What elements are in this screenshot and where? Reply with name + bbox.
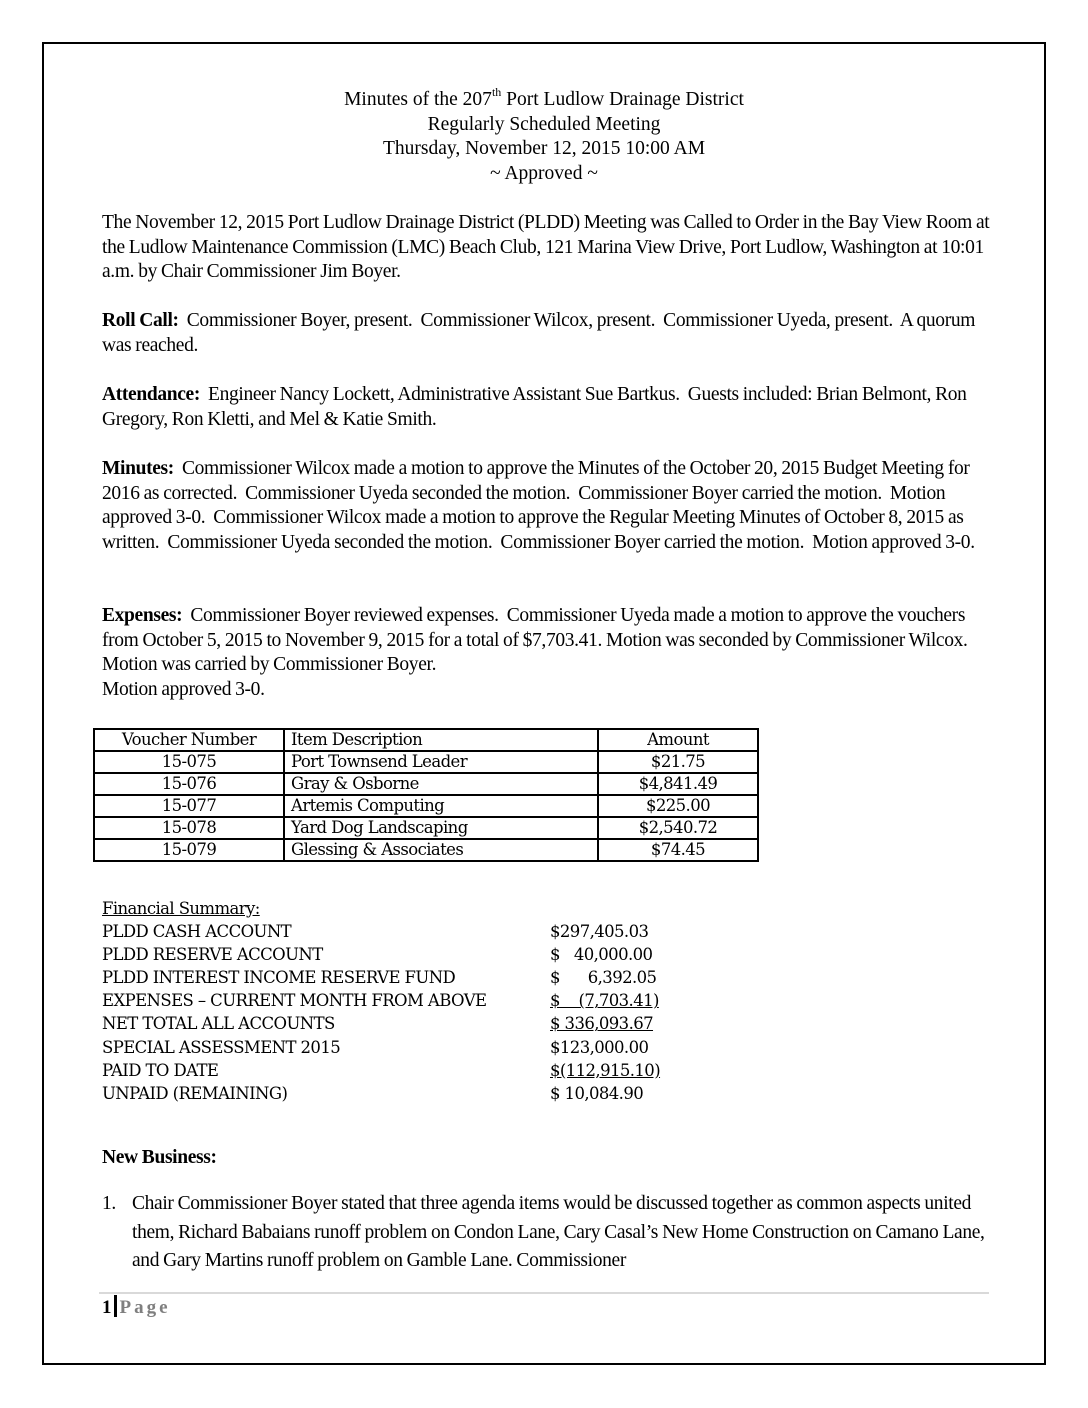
summary-label: PLDD RESERVE ACCOUNT	[102, 945, 323, 965]
voucher-number-cell: 15-075	[94, 751, 284, 773]
summary-row	[102, 1036, 702, 1059]
roll-call-label: Roll Call:	[102, 310, 179, 331]
table-row	[94, 751, 758, 773]
title-prefix: Minutes of the 207	[344, 89, 492, 110]
table-row	[94, 773, 758, 795]
expenses-text: Commissioner Boyer reviewed expenses. Commissioner Uyeda made a motion to approve the vouchers from October 5, 2015 to November 9, 2015 for a total of $7,703.41. Motion was seconded by Commissioner Wilcox. Motion was carried by Commissioner Boyer.	[102, 605, 976, 675]
footer-divider	[99, 1292, 989, 1294]
meeting-datetime: Thursday, November 12, 2015 10:00 AM	[382, 138, 706, 159]
financial-summary-heading: Financial Summary:	[102, 899, 260, 918]
summary-value: $ 336,093.67	[550, 1014, 654, 1034]
item-description-cell: Artemis Computing	[284, 795, 598, 817]
summary-row	[102, 1012, 702, 1035]
title-ordinal-suffix: th	[491, 84, 502, 99]
expenses-closing: Motion approved 3-0.	[102, 678, 265, 700]
footer-separator	[114, 1295, 117, 1317]
table-row	[94, 839, 758, 861]
expenses-label: Expenses:	[102, 605, 183, 626]
minutes-text: Commissioner Wilcox made a motion to approve the Minutes of the October 20, 2015 Budget Meeting for 2016 as corrected. Commissioner Uyeda seconded the motion. Commissioner Boyer carried the motion. Motion approved 3-0. Commissioner Wilcox made a motion to approve the Regular Meeting Minutes of October 8, 2015 as written. Commissioner Uyeda seconded the motion. Commissioner Boyer carried the motion. Motion approved 3-0.	[102, 458, 975, 553]
column-header-item-description: Item Description	[284, 729, 598, 751]
voucher-table	[93, 728, 759, 862]
roll-call-text: Commissioner Boyer, present. Commissioner Wilcox, present. Commissioner Uyeda, present. A quorum was reached.	[102, 310, 980, 356]
financial-summary	[102, 897, 702, 1105]
summary-label: UNPAID (REMAINING)	[102, 1083, 288, 1103]
minutes-label: Minutes:	[102, 458, 174, 479]
intro-paragraph: The November 12, 2015 Port Ludlow Drainage District (PLDD) Meeting was Called to Order in the Bay View Room at the Ludlow Maintenance Commission (LMC) Beach Club, 121 Marina View Drive, Port Ludlow, Washington at 10:01 a.m. by Chair Commissioner Jim Boyer.	[102, 212, 990, 282]
attendance-section	[102, 383, 992, 432]
summary-value: $123,000.00	[550, 1037, 649, 1057]
approval-status: ~ Approved ~	[490, 162, 598, 184]
summary-label: PLDD CASH ACCOUNT	[102, 922, 292, 942]
attendance-label: Attendance:	[102, 384, 200, 405]
voucher-number-cell: 15-076	[94, 773, 284, 795]
list-item-text: Chair Commissioner Boyer stated that three agenda items would be discussed together as common aspects united them, Richard Babaians runoff problem on Condon Lane, Cary Casal’s New Home Construction on Camano Lane, and Gary Martins runoff problem on Gamble Lane. Commissioner	[132, 1193, 985, 1271]
document-title	[0, 84, 1088, 113]
new-business-heading: New Business:	[102, 1147, 217, 1168]
document-subtitle: Regularly Scheduled Meeting	[427, 113, 661, 135]
summary-row	[102, 966, 702, 989]
summary-row	[102, 920, 702, 943]
roll-call-section	[102, 309, 992, 358]
summary-value: $ 40,000.00	[550, 945, 653, 965]
amount-cell: $2,540.72	[598, 817, 758, 839]
amount-cell: $74.45	[598, 839, 758, 861]
list-item-number: 1.	[102, 1193, 116, 1214]
column-header-amount: Amount	[598, 729, 758, 751]
expenses-section	[102, 604, 992, 702]
summary-row	[102, 1082, 702, 1105]
summary-label: NET TOTAL ALL ACCOUNTS	[102, 1014, 335, 1034]
summary-value: $ 6,392.05	[550, 968, 657, 988]
summary-label: PAID TO DATE	[102, 1060, 219, 1080]
voucher-number-cell: 15-079	[94, 839, 284, 861]
summary-label: PLDD INTEREST INCOME RESERVE FUND	[102, 968, 456, 988]
item-description-cell: Yard Dog Landscaping	[284, 817, 598, 839]
table-row	[94, 817, 758, 839]
amount-cell: $21.75	[598, 751, 758, 773]
page-number: 1	[102, 1297, 112, 1318]
voucher-number-cell: 15-077	[94, 795, 284, 817]
table-row	[94, 795, 758, 817]
new-business-list	[102, 1190, 992, 1276]
summary-value: $297,405.03	[550, 922, 649, 942]
minutes-section	[102, 457, 992, 555]
summary-row	[102, 1059, 702, 1082]
item-description-cell: Gray & Osborne	[284, 773, 598, 795]
summary-label: SPECIAL ASSESSMENT 2015	[102, 1037, 341, 1057]
attendance-text: Engineer Nancy Lockett, Administrative Assistant Sue Bartkus. Guests included: Brian Belmont, Ron Gregory, Ron Kletti, and Mel & Katie Smith.	[102, 384, 971, 430]
summary-value: $(112,915.10)	[550, 1060, 661, 1080]
page-label: Page	[119, 1297, 171, 1318]
amount-cell: $225.00	[598, 795, 758, 817]
voucher-number-cell: 15-078	[94, 817, 284, 839]
title-suffix: Port Ludlow Drainage District	[501, 89, 744, 110]
page-footer	[102, 1295, 171, 1320]
summary-value: $ 10,084.90	[550, 1083, 644, 1103]
item-description-cell: Glessing & Associates	[284, 839, 598, 861]
item-description-cell: Port Townsend Leader	[284, 751, 598, 773]
table-header-row	[94, 729, 758, 751]
document-header	[0, 84, 1088, 186]
list-item	[102, 1190, 992, 1276]
summary-value: $ (7,703.41)	[550, 991, 659, 1011]
summary-label: EXPENSES – CURRENT MONTH FROM ABOVE	[102, 991, 487, 1011]
summary-row	[102, 989, 702, 1012]
summary-row	[102, 943, 702, 966]
amount-cell: $4,841.49	[598, 773, 758, 795]
column-header-voucher-number: Voucher Number	[94, 729, 284, 751]
